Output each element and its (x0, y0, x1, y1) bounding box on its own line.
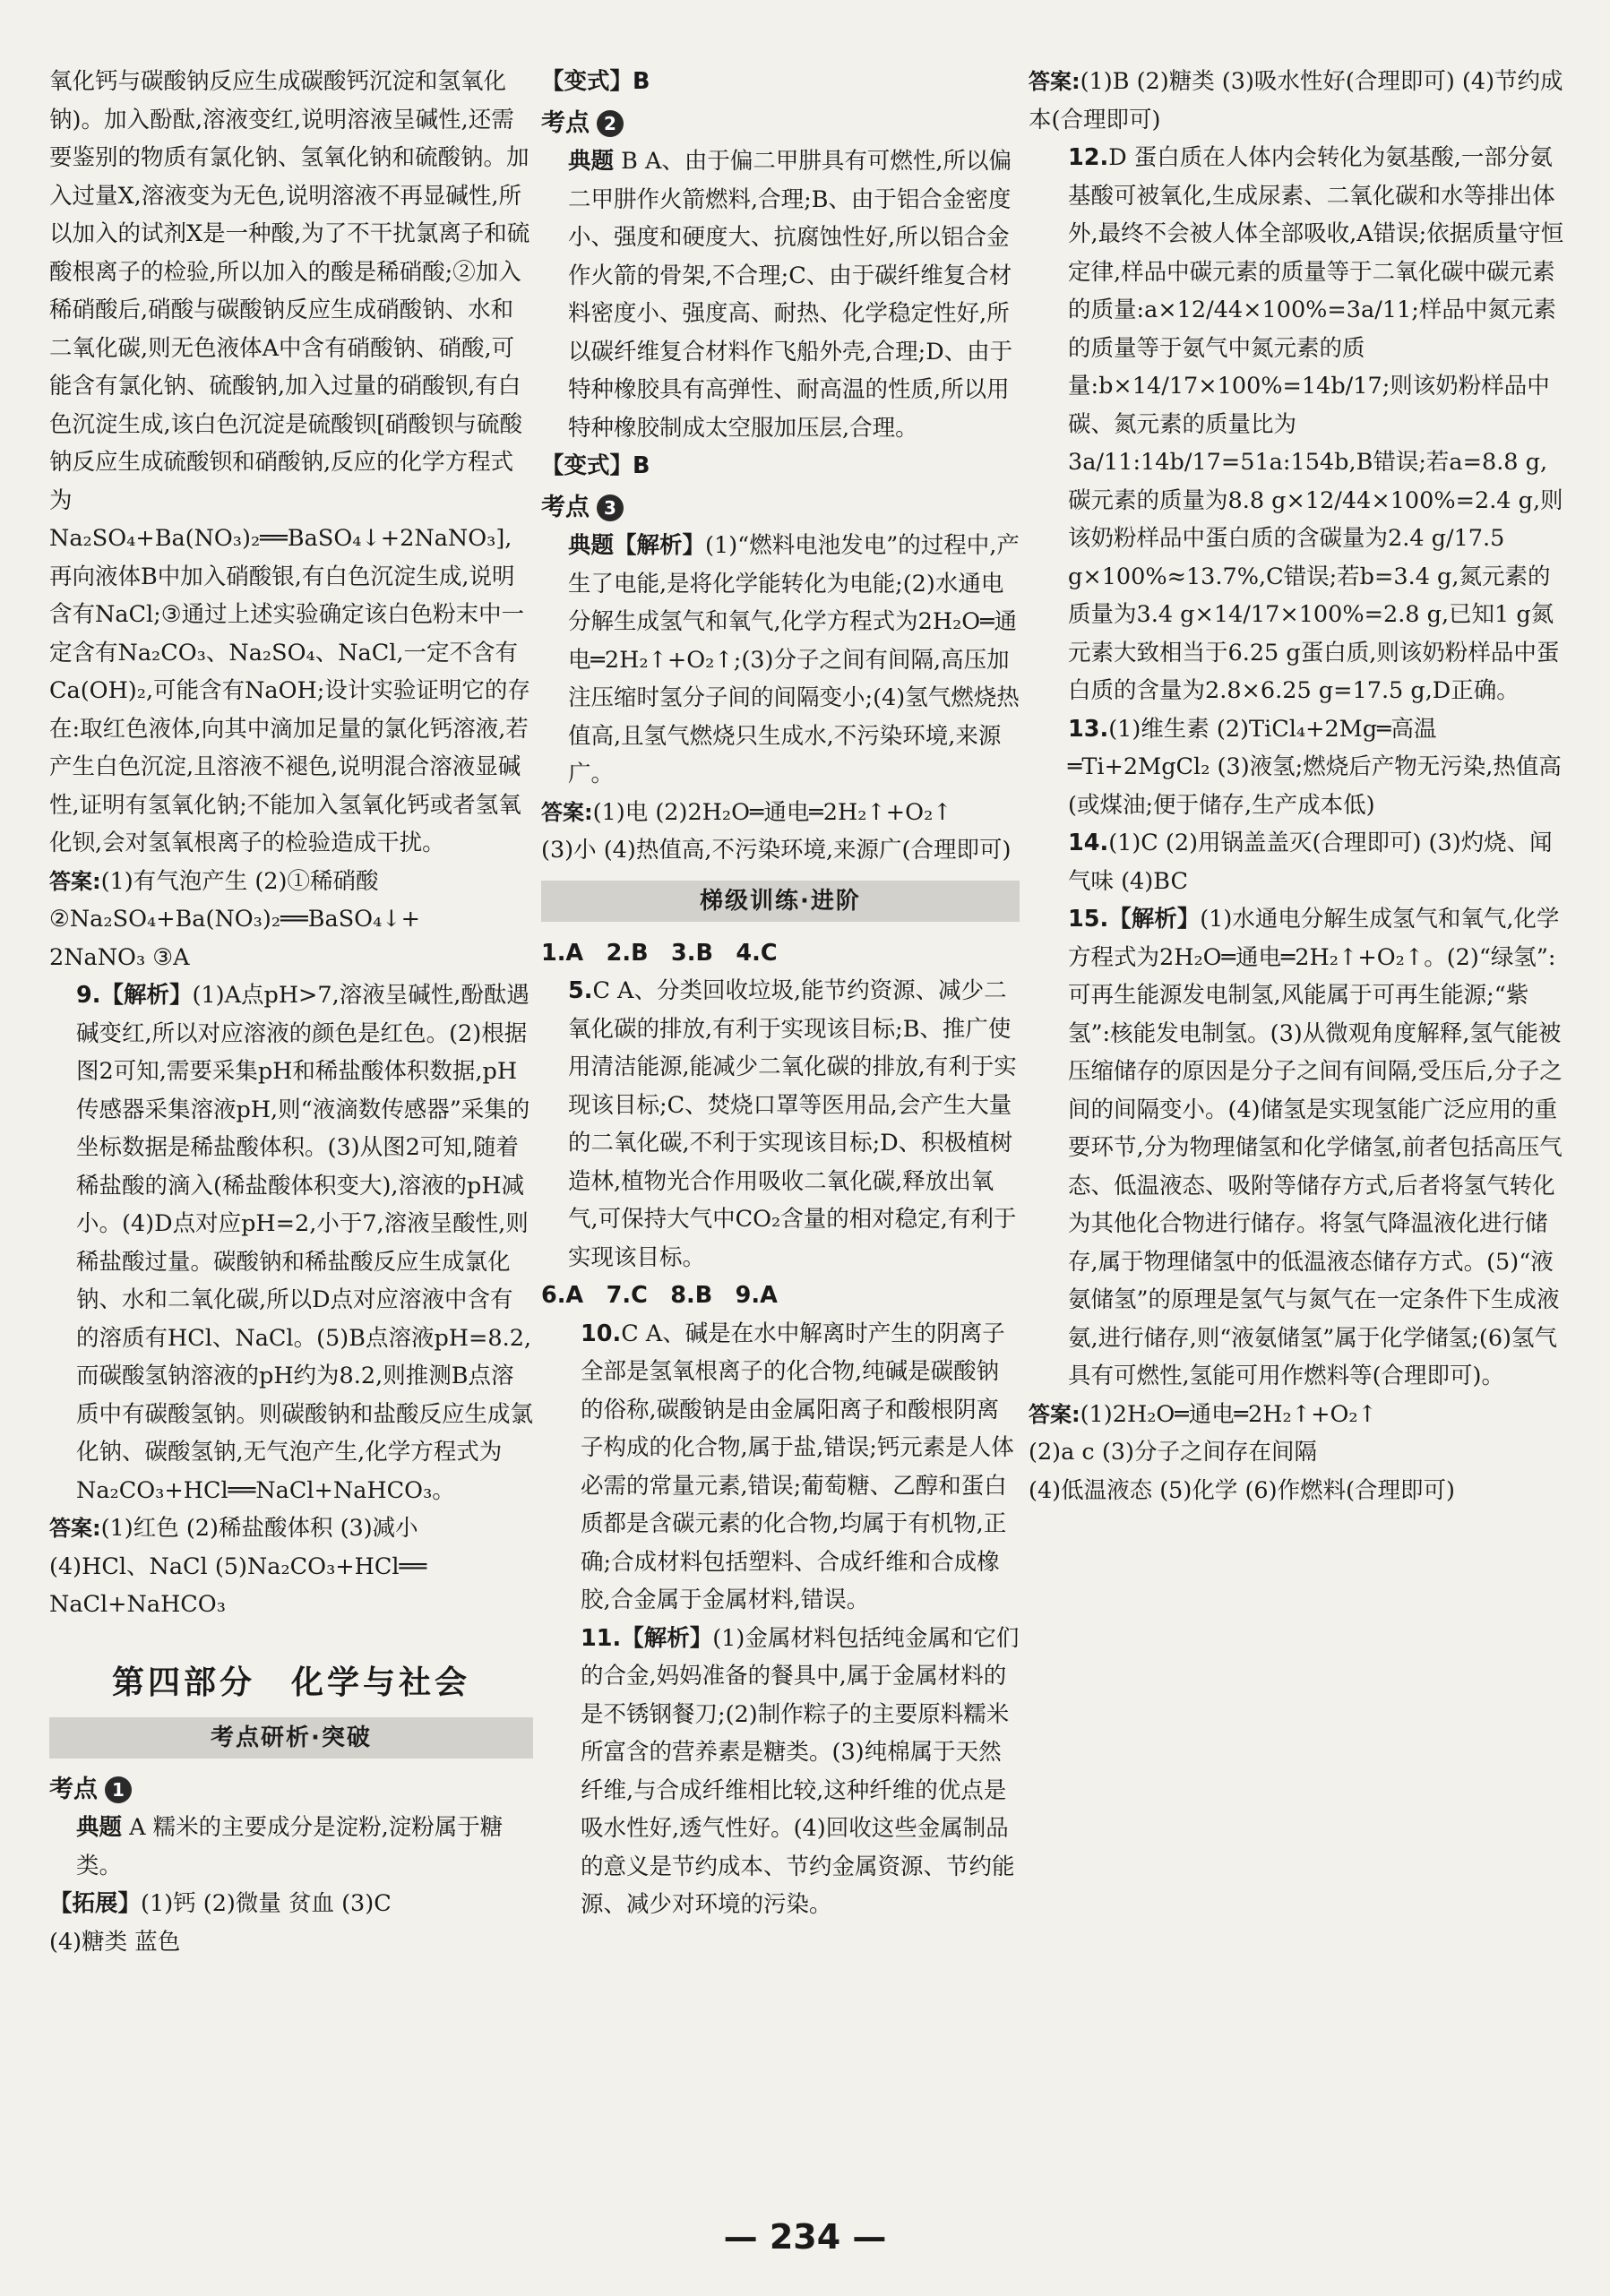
answer-q9-line2: (4)HCl、NaCl (5)Na₂CO₃+HCl══ (49, 1552, 427, 1580)
question-9-text: (1)A点pH>7,溶液呈碱性,酚酞遇碱变红,所以对应溶液的颜色是红色。(2)根据图2可知,需要采集pH和稀盐酸体积数据,pH传感器采集溶液pH,则“液滴数传感器”采集的坐标数据是稀盐酸体积。(3)从图2可知,随着稀盐酸的滴入(稀盐酸体积变大),溶液的pH减小。(4)D点对应pH=2,小于7,溶液呈酸性,则稀盐酸过量。碳酸钠和稀盐酸反应生成氯化钠、水和二氧化碳,所以D点对应溶液中含有的溶质有HCl、NaCl。(5)B点溶液pH=8.2,而碳酸氢钠溶液的pH约为8.2,则推测B点溶质中有碳酸氢钠。则碳酸钠和盐酸反应生成氯化钠、碳酸氢钠,无气泡产生,化学方程式为Na₂CO₃+HCl══NaCl+NaHCO₃。 (76, 982, 533, 1504)
topic-heading-2 (541, 105, 1020, 143)
answer-q15-line2: (2)a c (3)分子之间存在间隔 (1029, 1439, 1317, 1466)
answer-topic3-line1: (1)电 (2)2H₂O═通电═2H₂↑+O₂↑ (592, 798, 952, 826)
question-14 (1029, 824, 1566, 900)
example-label: 典题 (568, 532, 615, 559)
question-number: 14. (1068, 830, 1109, 856)
answer-q9-line1: (1)红色 (2)稀盐酸体积 (3)减小 (100, 1515, 418, 1542)
answer-label: 答案: (49, 1516, 101, 1541)
question-11 (541, 1620, 1020, 1924)
answer-topic3 (541, 794, 1020, 832)
question-10-text: C A、碱是在水中解离时产生的阴离子全部是氢氧根离子的化合物,纯碱是碳酸钠的俗称,碳酸钠是由金属阳离子和酸根阴离子构成的化合物,属于盐,错误;钙元素是人体必需的常量元素,错误;葡萄糖、乙醇和蛋白质都是含碳元素的化合物,均属于有机物,正确;合成材料包括塑料、合成纤维和合成橡胶,合金属于金属材料,错误。 (581, 1320, 1014, 1613)
extension-text-2: (4)糖类 蓝色 (49, 1928, 181, 1956)
question-number: 11. (581, 1624, 622, 1652)
answer-q8 (49, 863, 533, 901)
example-label: 典题 (76, 1814, 123, 1841)
extension (49, 1885, 533, 1923)
question-number: 15. (1068, 906, 1109, 933)
answer-q9 (49, 1509, 533, 1548)
variant-1 (541, 63, 1020, 101)
paragraph-q8-analysis: 氧化钙与碳酸钠反应生成碳酸钙沉淀和氢氧化钠)。加入酚酞,溶液变红,说明溶液呈碱性,还需要鉴别的物质有氯化钠、氢氧化钠和硫酸钠。加入过量X,溶液变为无色,说明溶液不再显碱性,所以加入的试剂X是一种酸,为了不干扰氯离子和硫酸根离子的检验,所以加入的酸是稀硝酸;②加入稀硝酸后,硝酸与碳酸钠反应生成硝酸钠、水和二氧化碳,则无色液体A中含有硝酸钠、硝酸,可能含有氯化钠、硫酸钠,加入过量的硝酸钡,有白色沉淀生成,该白色沉淀是硫酸钡[硝酸钡与硫酸钠反应生成硫酸钡和硝酸钠,反应的化学方程式为 Na₂SO₄+Ba(NO₃)₂══BaSO₄↓+2NaNO₃],再向液体B中加入硝酸银,有白色沉淀生成,说明含有NaCl;③通过上述实验确定该白色粉末中一定含有Na₂CO₃、Na₂SO₄、NaCl,一定不含有Ca(OH)₂,可能含有NaOH;设计实验证明它的存在:取红色液体,向其中滴加足量的氯化钙溶液,若产生白色沉淀,且溶液不褪色,说明混合溶液显碱性,证明有氢氧化钠;不能加入氢氧化钙或者氢氧化钡,会对氢氧根离子的检验造成干扰。 (49, 68, 530, 856)
question-5-text: C A、分类回收垃圾,能节约资源、减少二氧化碳的排放,有利于实现该目标;B、推广使用清洁能源,能减少二氧化碳的排放,有利于实现该目标;C、焚烧口罩等医用品,会产生大量的二氧化碳,不利于实现该目标;D、积极植树造林,植物光合作用吸收二氧化碳,释放出氧气,可保持大气中CO₂含量的相对稳定,有利于实现该目标。 (568, 977, 1017, 1271)
analysis-tag: 【解析】 (621, 1624, 713, 1652)
example-question-3 (541, 527, 1020, 794)
topic-heading-1 (49, 1771, 533, 1810)
part-title: 第四部分 化学与社会 (111, 1664, 470, 1701)
column-middle (541, 63, 1020, 1924)
question-11-text: (1)金属材料包括纯金属和它们的合金,妈妈准备的餐具中,属于金属材料的是不锈钢餐刀;(2)制作粽子的主要原料糯米所富含的营养素是糖类。(3)纯棉属于天然纤维,与合成纤维相比较,这种纤维的优点是吸水性好,透气性好。(4)回收这些金属制品的意义是节约成本、节约金属资源、节约能源、减少对环境的污染。 (581, 1624, 1020, 1918)
topic-number-badge: 1 (105, 1776, 132, 1803)
variant-label: 【变式】 (541, 452, 633, 479)
question-13 (1029, 710, 1566, 825)
answer-label: 答案: (49, 868, 101, 894)
example-question-2 (541, 142, 1020, 447)
question-15 (1029, 900, 1566, 1396)
answer-q11 (1029, 63, 1566, 139)
topic-number-badge: 2 (597, 110, 624, 137)
analysis-tag: 【解析】 (614, 532, 706, 559)
question-5 (541, 972, 1020, 1277)
question-number: 5. (568, 977, 593, 1004)
example-text: B A、由于偏二甲肼具有可燃性,所以偏二甲肼作火箭燃料,合理;B、由于铝合金密度小、强度和硬度大、抗腐蚀性好,所以铝合金作火箭的骨架,不合理;C、由于碳纤维复合材料密度小、强度高、耐热、化学稳定性好,所以碳纤维复合材料作飞船外壳,合理;D、由于特种橡胶具有高弹性、耐高温的性质,所以用特种橡胶制成太空服加压层,合理。 (568, 148, 1013, 442)
answers-row-2: 6.A 7.C 8.B 9.A (541, 1282, 778, 1309)
variant-label: 【变式】 (541, 68, 633, 95)
example-label: 典题 (568, 148, 615, 175)
extension-text-1: (1)钙 (2)微量 贫血 (3)C (141, 1890, 392, 1917)
example-text: (1)“燃料电池发电”的过程中,产生了电能,是将化学能转化为电能;(2)水通电分解生成氢气和氧气,化学方程式为2H₂O═通电═2H₂↑+O₂↑;(3)分子之间有间隔,高压加注压缩时氢分子间的间隔变小;(4)氢气燃烧热值高,且氢气燃烧只生成水,不污染环境,来源广。 (568, 532, 1020, 787)
topic-number-badge: 3 (597, 494, 624, 521)
topic-heading-3 (541, 489, 1020, 528)
answer-label: 答案: (541, 799, 593, 825)
answer-q11-text: (1)B (2)糖类 (3)吸水性好(合理即可) (4)节约成本(合理即可) (1029, 68, 1563, 133)
analysis-tag: 【解析】 (1108, 906, 1201, 933)
section-band: 梯级训练·进阶 (541, 881, 1020, 922)
question-number: 13. (1068, 715, 1109, 743)
example-question (49, 1809, 533, 1885)
question-13-text: (1)维生素 (2)TiCl₄+2Mg═高温═Ti+2MgCl₂ (3)液氢;燃烧后产物无污染,热值高(或煤油;便于储存,生产成本低) (1068, 715, 1562, 819)
question-number: 12. (1068, 144, 1109, 171)
answer-q15 (1029, 1396, 1566, 1434)
answer-q15-line1: (1)2H₂O═通电═2H₂↑+O₂↑ (1080, 1400, 1377, 1428)
answer-q8-line1: (1)有气泡产生 (2)①稀硝酸 (100, 867, 379, 895)
question-10 (541, 1315, 1020, 1620)
answer-q15-line3: (4)低温液态 (5)化学 (6)作燃料(合理即可) (1029, 1476, 1455, 1504)
topic-label: 考点 (49, 1775, 98, 1803)
question-number: 9. (76, 982, 101, 1009)
variant-value: B (633, 452, 650, 479)
variant-value: B (633, 68, 650, 95)
question-number: 10. (581, 1320, 622, 1347)
section-band: 考点研析·突破 (49, 1717, 533, 1759)
answer-label: 答案: (1029, 69, 1081, 94)
topic-label: 考点 (541, 493, 590, 521)
variant-2 (541, 447, 1020, 486)
answer-q9-line3: NaCl+NaHCO₃ (49, 1591, 226, 1618)
question-14-text: (1)C (2)用锅盖盖灭(合理即可) (3)灼烧、闻气味 (4)BC (1068, 830, 1553, 895)
extension-label: 【拓展】 (49, 1890, 142, 1917)
column-left (49, 63, 533, 1961)
example-text: A 糯米的主要成分是淀粉,淀粉属于糖类。 (76, 1814, 504, 1879)
page-number: — 234 — (723, 2217, 887, 2257)
answer-label: 答案: (1029, 1401, 1081, 1427)
question-15-text: (1)水通电分解生成氢气和氧气,化学方程式为2H₂O═通电═2H₂↑+O₂↑。(2)“绿氢”:可再生能源发电制氢,风能属于可再生能源;“紫氢”:核能发电制氢。(3)从微观角度解释,氢气能被压缩储存的原因是分子之间有间隔,受压后,分子之间的间隔变小。(4)储氢是实现氢能广泛应用的重要环节,分为物理储氢和化学储氢,前者包括高压气态、低温液态、吸附等储存方式,后者将氢气转化为其他化合物进行储存。将氢气降温液化进行储存,属于物理储氢中的低温液态储存方式。(5)“液氨储氢”的原理是氢气与氮气在一定条件下生成液氨,进行储存,则“液氨储氢”属于化学储氢;(6)氢气具有可燃性,氢能可用作燃料等(合理即可)。 (1068, 906, 1563, 1389)
column-right (1029, 63, 1566, 1509)
answer-topic3-line2: (3)小 (4)热值高,不污染环境,来源广(合理即可) (541, 837, 1012, 864)
question-12-text: D 蛋白质在人体内会转化为氨基酸,一部分氨基酸可被氧化,生成尿素、二氧化碳和水等排出体外,最终不会被人体全部吸收,A错误;依据质量守恒定律,样品中碳元素的质量等于二氧化碳中碳元素的质量:a×12/44×100%=3a/11;样品中氮元素的质量等于氨气中氮元素的质量:b×14/17×100%=14b/17;则该奶粉样品中碳、氮元素的质量比为3a/11:14b/17=51a:154b,B错误;若a=8.8 g,碳元素的质量为8.8 g×12/44×100%=2.4 g,则该奶粉样品中蛋白质的含碳量为2.4 g/17.5 g×100%≈13.7%,C错误;若b=3.4 g,氮元素的质量为3.4 g×14/17×100%=2.8 g,已知1 g氮元素大致相当于6.25 g蛋白质,则该奶粉样品中蛋白质的含量为2.8×6.25 g=17.5 g,D正确。 (1068, 144, 1564, 704)
answer-q8-line3: 2NaNO₃ ③A (49, 943, 190, 971)
question-12 (1029, 139, 1566, 710)
answers-row-1: 1.A 2.B 3.B 4.C (541, 939, 778, 967)
topic-label: 考点 (541, 108, 590, 137)
answer-q8-line2: ②Na₂SO₄+Ba(NO₃)₂══BaSO₄↓+ (49, 906, 421, 933)
question-9 (49, 976, 533, 1509)
analysis-tag: 【解析】 (100, 982, 193, 1009)
